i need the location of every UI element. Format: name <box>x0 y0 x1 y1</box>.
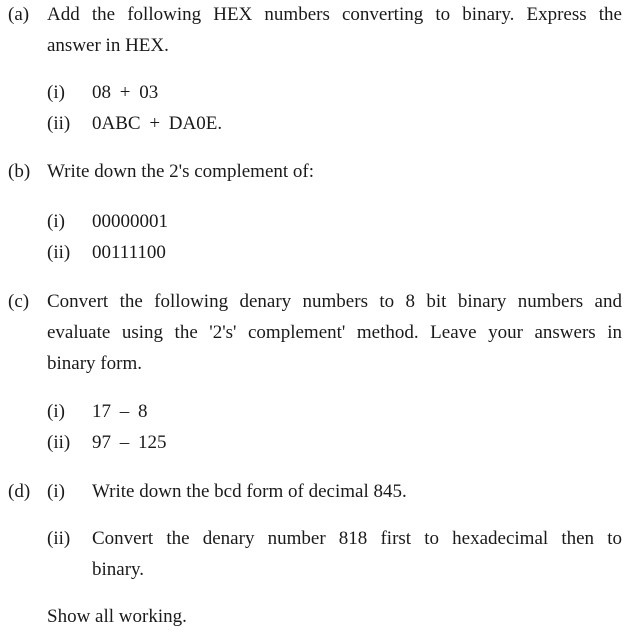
part-d-ii-label: (ii) <box>47 528 71 549</box>
part-c-text-line2: evaluate using the '2's' complement' method. Leave your answers in <box>47 322 622 343</box>
part-d-label: (d) <box>8 481 31 502</box>
part-b-label: (b) <box>8 161 31 182</box>
part-c-i-text: 17 – 8 <box>92 401 148 422</box>
part-d-i-text: Write down the bcd form of decimal 845. <box>92 481 407 502</box>
part-b-ii-label: (ii) <box>47 242 71 263</box>
part-a-ii-label: (ii) <box>47 113 71 134</box>
part-c-text-line1: Convert the following denary numbers to 8 bit binary numbers and <box>47 291 622 312</box>
part-a-ii-text: 0ABC + DA0E. <box>92 113 223 134</box>
part-a-i-label: (i) <box>47 82 65 103</box>
part-c-text-line3: binary form. <box>47 353 142 374</box>
footer-instruction: Show all working. <box>47 606 187 627</box>
part-b-ii-text: 00111100 <box>92 242 166 263</box>
part-a-label: (a) <box>8 4 30 25</box>
part-a-text-line2: answer in HEX. <box>47 35 169 56</box>
part-b-i-label: (i) <box>47 211 65 232</box>
part-a-text-line1: Add the following HEX numbers converting to binary. Express the <box>47 4 622 25</box>
part-d-ii-text-line2: binary. <box>92 559 145 580</box>
part-c-ii-label: (ii) <box>47 432 71 453</box>
part-b-text-line1: Write down the 2's complement of: <box>47 161 315 182</box>
part-a-i-text: 08 + 03 <box>92 82 159 103</box>
part-c-ii-text: 97 – 125 <box>92 432 167 453</box>
part-d-ii-text-line1: Convert the denary number 818 first to hexadecimal then to <box>92 528 622 549</box>
part-c-label: (c) <box>8 291 30 312</box>
part-d-i-label: (i) <box>47 481 65 502</box>
part-c-i-label: (i) <box>47 401 65 422</box>
part-b-i-text: 00000001 <box>92 211 168 232</box>
